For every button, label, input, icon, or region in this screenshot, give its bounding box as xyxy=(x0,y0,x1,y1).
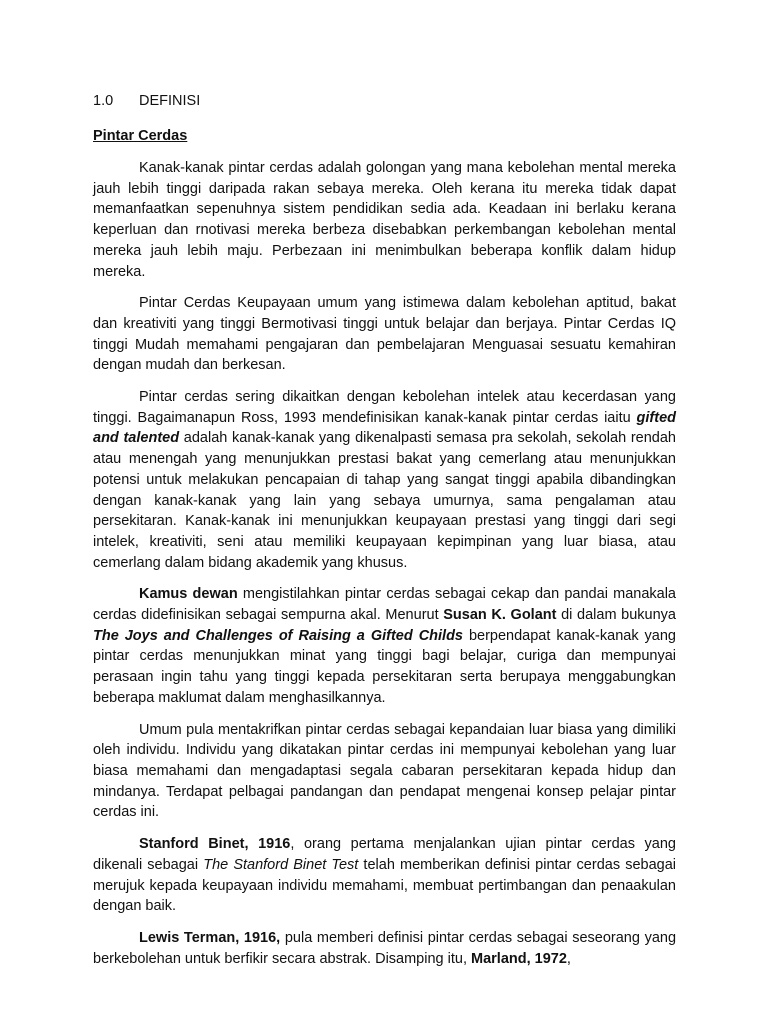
section-heading xyxy=(93,90,676,112)
subheading-pintar-cerdas: Pintar Cerdas xyxy=(93,128,188,144)
term-gifted-and-talented: gifted and talented xyxy=(93,409,676,447)
paragraph-7-text-a: pula memberi definisi pintar cerdas sebagai seseorang yang berkebolehan untuk berfikir secara abstrak. Disamping itu, xyxy=(93,929,677,967)
paragraph-3 xyxy=(93,387,676,573)
author-susan-golant: Susan K. Golant xyxy=(443,607,557,624)
paragraph-2: Pintar Cerdas Keupayaan umum yang istimewa dalam kebolehan aptitud, bakat dan kreativiti yang tinggi Bermotivasi tinggi untuk belajar dan berjaya. Pintar Cerdas IQ tinggi Mudah memahami pengajaran dan pembelajaran Menguasai sesuatu kemahiran dengan mudah dan berkesan. xyxy=(93,295,676,374)
term-kamus-dewan: Kamus dewan xyxy=(139,586,238,603)
paragraph-4-text-a: mengistilahkan pintar cerdas sebagai cekap dan pandai manakala cerdas didefinisikan sebagai sempurna akal. Menurut xyxy=(93,586,676,624)
section-title: DEFINISI xyxy=(139,93,201,109)
paragraph-6 xyxy=(93,834,676,917)
paragraph-4 xyxy=(93,584,676,708)
paragraph-1: Kanak-kanak pintar cerdas adalah golongan yang mana kebolehan mental mereka jauh lebih tinggi daripada rakan sebaya mereka. Oleh kerana itu mereka tidak dapat memanfaatkan sepenuhnya sistem pendidikan sedia ada. Keadaan ini berlaku kerana keperluan dan rnotivasi mereka berbeza disebabkan perkembangan kebolehan mental mereka jauh lebih maju. Perbezaan ini menimbulkan beberapa konflik dalam hidup mereka. xyxy=(93,160,676,280)
paragraph-3-text-a: Pintar cerdas sering dikaitkan dengan kebolehan intelek atau kecerdasan yang tinggi. Bagaimanapun Ross, 1993 mendefinisikan kanak-kanak pintar cerdas iaitu xyxy=(93,389,676,426)
paragraph-4-text-c: berpendapat kanak-kanak yang pintar cerdas menunjukkan minat yang tinggi bagi belajar, curiga dan mempunyai perasaan ingin tahu yang tinggi kepada persekitaran serta berupaya menggabungkan beberapa maklumat dalam menghasilkannya. xyxy=(93,627,676,706)
paragraph-7-text-b: , xyxy=(566,950,571,967)
author-lewis-terman: Lewis Terman, 1916, xyxy=(139,929,281,946)
paragraph-5: Umum pula mentakrifkan pintar cerdas sebagai kepandaian luar biasa yang dimiliki oleh individu. Individu yang dikatakan pintar cerdas ini mempunyai kebolehan yang luar biasa memahami dan mengadaptasi segala cabaran persekitaran kepada hidup dan mindanya. Terdapat pelbagai pandangan dan pendapat mengenai konsep pelajar pintar cerdas ini. xyxy=(93,721,676,821)
paragraph-7 xyxy=(93,928,676,969)
test-name: The Stanford Binet Test xyxy=(203,856,359,873)
paragraph-4-text-b: di dalam bukunya xyxy=(556,607,676,624)
paragraph-3-text-b: adalah kanak-kanak yang dikenalpasti semasa pra sekolah, sekolah rendah atau menengah yang menunjukkan prestasi bakat yang cemerlang atau menunjukkan potensi untuk melakukan pencapaian di tahap yang sangat tinggi apabila dibandingkan dengan kanak-kanak yang lain yang sebaya umurnya, sama pengalaman atau persekitaran. Kanak-kanak ini menunjukkan keupayaan prestasi yang tinggi dari segi intelek, kreativiti, seni atau memiliki keupayaan kepimpinan yang luar biasa, atau cemerlang dalam bidang akademik yang khusus. xyxy=(93,430,676,571)
paragraph-6-text-b: telah memberikan definisi pintar cerdas sebagai merujuk kepada keupayaan individu memahami, membuat pertimbangan dan penaakulan dengan baik. xyxy=(93,856,676,915)
author-marland: Marland, 1972 xyxy=(471,950,567,967)
paragraph-6-text-a: , orang pertama menjalankan ujian pintar cerdas yang dikenali sebagai xyxy=(93,836,676,873)
author-stanford-binet: Stanford Binet, 1916 xyxy=(139,836,291,853)
book-title: The Joys and Challenges of Raising a Gifted Childs xyxy=(93,627,463,644)
section-number: 1.0 xyxy=(93,93,114,109)
